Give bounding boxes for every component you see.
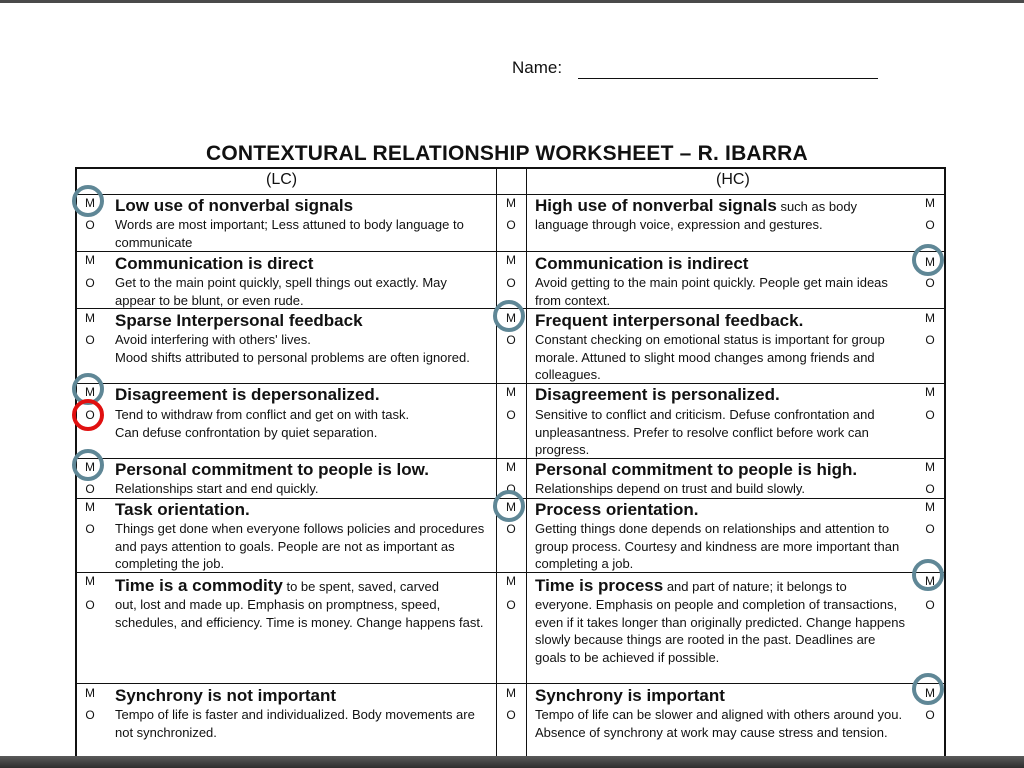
o-marker[interactable]: O [506, 276, 516, 290]
selection-circle-icon [493, 490, 525, 522]
o-marker[interactable]: O [85, 522, 95, 536]
hc-heading-4: Disagreement is personalized. [535, 385, 780, 404]
lc-heading-2: Communication is direct [115, 254, 314, 273]
o-marker[interactable]: O [925, 598, 935, 612]
selection-circle-icon [72, 185, 104, 217]
name-field-line [578, 78, 878, 79]
hc-description-3: Constant checking on emotional status is important for group morale. Attuned to slight mood changes among friends and colleagues. [535, 332, 885, 383]
lc-heading-6: Task orientation. [115, 500, 250, 519]
hc-heading-6: Process orientation. [535, 500, 699, 519]
lc-description-2: Get to the main point quickly, spell things out exactly. May appear to be blunt, or even rude. [115, 275, 447, 308]
selection-circle-icon [912, 244, 944, 276]
name-label: Name: [512, 58, 563, 77]
o-marker[interactable]: O [85, 598, 95, 612]
lc-heading-8: Synchrony is not important [115, 686, 337, 705]
o-marker[interactable]: O [85, 333, 95, 347]
lc-description-7: out, lost and made up. Emphasis on promptness, speed, schedules, and efficiency. Time is money. Change happens fast. [115, 597, 484, 630]
o-marker[interactable]: O [506, 598, 516, 612]
o-marker[interactable]: O [506, 522, 516, 536]
hc-description-1: language through voice, expression and gestures. [535, 217, 823, 232]
lc-heading-5: Personal commitment to people is low. [115, 460, 429, 479]
row-divider [75, 194, 946, 195]
m-marker[interactable]: M [925, 255, 935, 269]
lc-description-4: Tend to withdraw from conflict and get on with task. Can defuse confrontation by quiet separation. [115, 407, 410, 440]
m-marker[interactable]: M [506, 385, 516, 399]
m-marker[interactable]: M [925, 500, 935, 514]
hc-heading-2: Communication is indirect [535, 254, 749, 273]
slide-bottom-border [0, 756, 1024, 768]
hc-heading-5: Personal commitment to people is high. [535, 460, 858, 479]
table-divider [496, 167, 497, 762]
hc-description-5: Relationships depend on trust and build slowly. [535, 481, 806, 496]
hc-description-2: Avoid getting to the main point quickly. People get main ideas from context. [535, 275, 888, 308]
o-marker[interactable]: O [925, 276, 935, 290]
m-marker[interactable]: M [85, 574, 95, 588]
hc-description-4: Sensitive to conflict and criticism. Defuse confrontation and unpleasantness. Prefer to resolve conflict before work can progress. [535, 407, 875, 458]
selection-circle-red-icon [72, 399, 104, 431]
m-marker[interactable]: M [925, 686, 935, 700]
o-marker[interactable]: O [925, 218, 935, 232]
o-marker[interactable]: O [85, 408, 95, 422]
lc-description-8: Tempo of life is faster and individualized. Body movements are not synchronized. [115, 707, 475, 740]
m-marker[interactable]: M [506, 500, 516, 514]
lc-description-1: Words are most important; Less attuned to body language to communicate [115, 217, 464, 250]
column-header-hc: (HC) [716, 171, 750, 188]
o-marker[interactable]: O [506, 333, 516, 347]
m-marker[interactable]: M [85, 196, 95, 210]
m-marker[interactable]: M [506, 253, 516, 267]
m-marker[interactable]: M [925, 311, 935, 325]
m-marker[interactable]: M [506, 311, 516, 325]
o-marker[interactable]: O [506, 218, 516, 232]
lc-description-5: Relationships start and end quickly. [115, 481, 319, 496]
m-marker[interactable]: M [85, 500, 95, 514]
worksheet-title: CONTEXTURAL RELATIONSHIP WORKSHEET – R. IBARRA [206, 142, 808, 165]
m-marker[interactable]: M [85, 460, 95, 474]
lc-heading-1: Low use of nonverbal signals [115, 196, 354, 215]
hc-heading-1: High use of nonverbal signals such as body [535, 196, 858, 215]
selection-circle-icon [912, 673, 944, 705]
m-marker[interactable]: M [506, 686, 516, 700]
m-marker[interactable]: M [925, 460, 935, 474]
m-marker[interactable]: M [925, 574, 935, 588]
o-marker[interactable]: O [85, 276, 95, 290]
selection-circle-icon [72, 449, 104, 481]
m-marker[interactable]: M [925, 196, 935, 210]
hc-description-6: Getting things done depends on relationships and attention to group process. Courtesy and kindness are more important than completing a job. [535, 521, 900, 572]
lc-description-3: Avoid interfering with others' lives. Mood shifts attributed to personal problems are often ignored. [115, 332, 470, 365]
lc-heading-7: Time is a commodity to be spent, saved, carved [115, 576, 439, 595]
table-divider [526, 167, 527, 762]
o-marker[interactable]: O [925, 482, 935, 496]
m-marker[interactable]: M [85, 311, 95, 325]
o-marker[interactable]: O [925, 708, 935, 722]
selection-circle-icon [912, 559, 944, 591]
m-marker[interactable]: M [506, 196, 516, 210]
o-marker[interactable]: O [506, 708, 516, 722]
o-marker[interactable]: O [85, 218, 95, 232]
m-marker[interactable]: M [506, 460, 516, 474]
hc-heading-8: Synchrony is important [535, 686, 725, 705]
o-marker[interactable]: O [506, 408, 516, 422]
m-marker[interactable]: M [506, 574, 516, 588]
m-marker[interactable]: M [85, 253, 95, 267]
hc-description-7: everyone. Emphasis on people and completion of transactions, even if it takes longer than originally predicted. Change happens slowly because things are rooted in the past. Deadlines are goals to be achieved if possible. [535, 597, 906, 665]
m-marker[interactable]: M [85, 686, 95, 700]
o-marker[interactable]: O [85, 482, 95, 496]
o-marker[interactable]: O [925, 408, 935, 422]
m-marker[interactable]: M [925, 385, 935, 399]
hc-heading-3: Frequent interpersonal feedback. [535, 311, 804, 330]
hc-description-8: Tempo of life can be slower and aligned with others around you. Absence of synchrony at work may cause stress and tension. [535, 707, 903, 740]
o-marker[interactable]: O [925, 333, 935, 347]
o-marker[interactable]: O [506, 482, 516, 496]
lc-description-6: Things get done when everyone follows policies and procedures and pays attention to goals. People are not as important as completing the job. [115, 521, 485, 572]
lc-heading-3: Sparse Interpersonal feedback [115, 311, 363, 330]
m-marker[interactable]: M [85, 385, 95, 399]
o-marker[interactable]: O [85, 708, 95, 722]
o-marker[interactable]: O [925, 522, 935, 536]
row-divider [75, 683, 946, 684]
selection-circle-icon [493, 300, 525, 332]
hc-heading-7: Time is process and part of nature; it belongs to [535, 576, 847, 595]
lc-heading-4: Disagreement is depersonalized. [115, 385, 380, 404]
column-header-lc: (LC) [266, 171, 298, 188]
